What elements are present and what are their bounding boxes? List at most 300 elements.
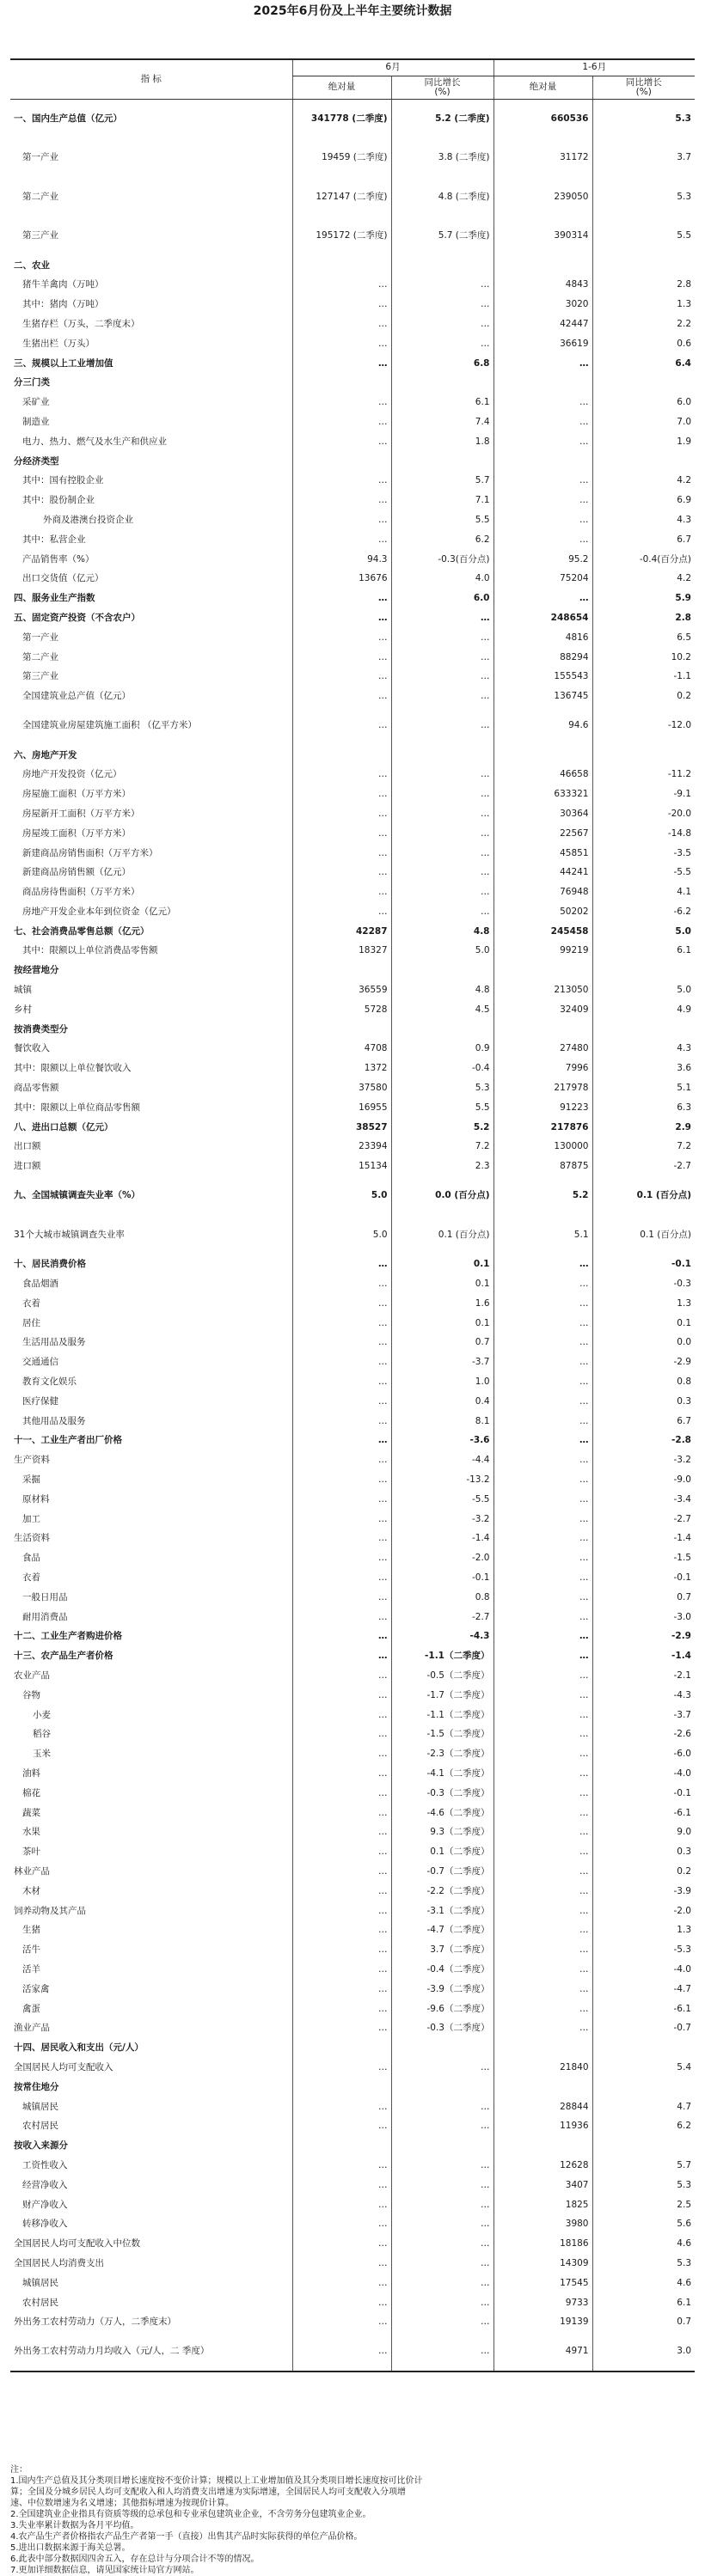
footnote-line: 2.全国建筑业企业指具有资质等级的总承包和专业承包建筑业企业，不含劳务分包建筑业企业。 [10,2510,371,2519]
june-yoy: -3.1（二季度） [391,1901,494,1921]
table-row [10,1294,695,1314]
june-yoy: -4.4 [391,1451,494,1471]
june-yoy: … [391,2058,494,2078]
ytd-absolute [494,256,592,276]
row-name: 采矿业 [22,397,50,408]
ytd-absolute: … [494,1608,592,1627]
ytd-yoy: 6.7 [592,530,695,550]
table-row [10,2058,695,2078]
ytd-absolute: 217876 [494,1118,592,1138]
row-name: 猪牛羊禽肉（万吨） [22,279,104,290]
june-absolute: 5728 [292,1000,391,1020]
ytd-yoy: 9.0 [592,1823,695,1843]
june-yoy: 5.2 [391,1118,494,1138]
june-yoy: -4.3 [391,1627,494,1647]
june-yoy: … [391,2097,494,2117]
june-absolute: … [292,1823,391,1843]
table-row [10,1451,695,1471]
row-name: 居住 [22,1317,40,1328]
row-name: 全国居民人均消费支出 [14,2257,104,2268]
row-name: 原材料 [22,1493,50,1505]
june-yoy: -3.6 [391,1431,494,1451]
row-name: 房屋新开工面积（万平方米） [22,808,140,819]
ytd-yoy [592,256,695,276]
june-yoy: 4.8 [391,980,494,1000]
ytd-yoy: -4.0 [592,1764,695,1784]
table-row [10,1490,695,1510]
table-row [10,1745,695,1765]
row-name: 其中：猪肉（万吨） [22,299,104,310]
table-row [10,2019,695,2039]
ytd-yoy: 6.0 [592,394,695,413]
table-row [10,1020,695,1040]
june-yoy [391,746,494,766]
row-name: 其他用品及服务 [22,1415,86,1426]
june-absolute: … [292,2019,391,2039]
table-row [10,412,695,432]
ytd-absolute: 390314 [494,217,592,256]
table-row [10,2117,695,2137]
table-row [10,374,695,394]
table-row [10,746,695,766]
table-row [10,570,695,589]
ytd-yoy: -12.0 [592,706,695,746]
header-june-yoy: 同比增长 (%) [391,76,494,100]
june-yoy: -1.1（二季度） [391,1647,494,1667]
table-row [10,2156,695,2176]
table-row [10,1334,695,1353]
june-absolute: … [292,472,391,491]
ytd-yoy: 2.8 [592,608,695,628]
ytd-yoy: 3.6 [592,1059,695,1079]
ytd-yoy: -6.1 [592,1804,695,1823]
june-yoy: 0.1 [391,1274,494,1294]
ytd-yoy: 5.3 [592,100,695,139]
june-absolute [292,2039,391,2059]
table-row [10,804,695,824]
june-yoy: … [391,608,494,628]
june-yoy: … [391,902,494,922]
row-name: 外商及港澳台投资企业 [43,514,133,525]
row-name: 油料 [22,1767,40,1779]
june-absolute: … [292,706,391,746]
table-row [10,2136,695,2156]
june-absolute: … [292,766,391,785]
ytd-absolute: 5.2 [494,1176,592,1216]
footnote-line: 3.失业率累计数据为各月平均值。 [10,2521,139,2530]
june-absolute: … [292,1510,391,1529]
june-yoy: 7.2 [391,1138,494,1157]
row-name: 乡村 [14,1004,32,1015]
ytd-absolute: 36619 [494,334,592,354]
june-absolute: … [292,1608,391,1627]
june-absolute: … [292,608,391,628]
table-row [10,1529,695,1549]
ytd-absolute: … [494,412,592,432]
table-row [10,648,695,668]
footnote-line: 算；全国及分城乡居民人均可支配收入和人均消费支出增速为实际增速，全国居民人均可支配收入分项增 [10,2487,406,2497]
ytd-yoy: 2.2 [592,314,695,334]
row-name: 十三、农产品生产者价格 [14,1651,113,1662]
june-yoy: 3.7（二季度） [391,1941,494,1961]
row-name: 第一产业 [22,632,58,643]
june-yoy: 0.1 [391,1255,494,1275]
ytd-absolute [494,2039,592,2059]
june-absolute: … [292,1882,391,1901]
june-absolute: … [292,2332,391,2372]
june-yoy: 0.8 [391,1588,494,1608]
row-name: 食品烟酒 [22,1279,58,1290]
june-yoy: -0.3（二季度） [391,1784,494,1804]
ytd-absolute: … [494,1627,592,1647]
table-row [10,2332,695,2372]
table-row [10,2313,695,2333]
table-row [10,138,695,178]
june-absolute [292,2078,391,2097]
table-row [10,432,695,452]
ytd-absolute: 18186 [494,2234,592,2254]
table-row [10,1882,695,1901]
june-absolute: 195172 (二季度) [292,217,391,256]
june-yoy: 3.8 (二季度) [391,138,494,178]
footnote-line: 注： [10,2465,28,2475]
ytd-absolute [494,374,592,394]
table-row [10,864,695,883]
ytd-absolute: 4971 [494,2332,592,2372]
ytd-absolute: 213050 [494,980,592,1000]
row-name: 第三产业 [22,671,58,682]
june-yoy: … [391,296,494,315]
row-name: 其中：私营企业 [22,534,86,545]
footnote-line: 4.农产品生产者价格指农产品生产者第一手（直接）出售其产品时实际获得的单位产品价格。 [10,2532,363,2542]
june-absolute: … [292,2058,391,2078]
june-yoy: -2.2（二季度） [391,1882,494,1901]
table-row [10,687,695,706]
ytd-absolute: … [494,1804,592,1823]
june-absolute: … [292,2156,391,2176]
row-name: 其中：股份制企业 [22,495,95,506]
june-yoy: -1.5（二季度） [391,1725,494,1745]
june-yoy: 5.3 [391,1078,494,1098]
row-name: 生猪存栏（万头，二季度末） [22,318,140,329]
ytd-yoy: 0.3 [592,1843,695,1863]
june-yoy: … [391,2117,494,2137]
june-absolute: 4708 [292,1040,391,1059]
ytd-absolute: 155543 [494,668,592,687]
ytd-absolute: 94.6 [494,706,592,746]
row-name: 房屋竣工面积（万平方米） [22,827,131,839]
ytd-absolute: … [494,1960,592,1980]
row-name: 渔业产品 [14,2023,50,2034]
footnote-line: 7.更加详细数据信息，请见国家统计局官方网站。 [10,2566,199,2575]
june-absolute: … [292,1549,391,1569]
june-absolute: … [292,784,391,804]
june-absolute: … [292,1294,391,1314]
ytd-yoy: 4.9 [592,1000,695,1020]
row-name: 农村居民 [22,2121,58,2132]
ytd-absolute: … [494,1921,592,1941]
june-absolute: … [292,1353,391,1373]
ytd-yoy: 6.5 [592,628,695,648]
ytd-absolute: … [494,1431,592,1451]
header-june-absolute: 绝对量 [292,76,391,100]
ytd-yoy: -0.7 [592,2019,695,2039]
row-name: 其中：限额以上单位餐饮收入 [14,1063,132,1074]
ytd-yoy [592,2039,695,2059]
june-absolute: … [292,2313,391,2333]
header-jan-jun: 1-6月 [494,59,695,76]
table-row [10,628,695,648]
ytd-absolute: … [494,1764,592,1784]
june-yoy: -3.7 [391,1353,494,1373]
june-yoy: 5.5 [391,1098,494,1118]
ytd-absolute: … [494,1510,592,1529]
table-row [10,2078,695,2097]
ytd-absolute: 95.2 [494,550,592,570]
ytd-yoy: -9.1 [592,784,695,804]
header-ytd-yoy: 同比增长 (%) [592,76,695,100]
table-row [10,1960,695,1980]
table-row [10,2254,695,2274]
table-row [10,1725,695,1745]
row-name: 转移净收入 [22,2219,68,2230]
table-row [10,1470,695,1490]
row-name: 衣着 [22,1572,40,1584]
ytd-yoy [592,746,695,766]
june-absolute: … [292,2117,391,2137]
ytd-absolute: 21840 [494,2058,592,2078]
table-row [10,1804,695,1823]
row-name: 医疗保健 [22,1395,58,1407]
ytd-absolute: 88294 [494,648,592,668]
june-absolute: … [292,491,391,511]
june-absolute: … [292,1529,391,1549]
table-row [10,1608,695,1627]
table-row [10,1686,695,1706]
table-row [10,1666,695,1686]
ytd-absolute: … [494,1353,592,1373]
ytd-absolute: 99219 [494,942,592,961]
ytd-yoy: 6.1 [592,2293,695,2313]
ytd-absolute: 28844 [494,2097,592,2117]
june-yoy: … [391,2215,494,2235]
ytd-yoy: 4.3 [592,1040,695,1059]
june-absolute: … [292,844,391,864]
june-yoy: … [391,2195,494,2215]
june-yoy: … [391,2234,494,2254]
table-row [10,1901,695,1921]
row-name: 其中：国有控股企业 [22,475,104,486]
ytd-yoy: 5.4 [592,2058,695,2078]
ytd-yoy: -4.7 [592,1980,695,1999]
ytd-absolute: … [494,1451,592,1471]
june-yoy: … [391,314,494,334]
row-name: 十二、工业生产者购进价格 [14,1631,122,1642]
row-name: 出口额 [14,1141,41,1152]
footnote-line: 速、中位数增速为名义增速；其他指标增速为按现价计算。 [10,2499,234,2508]
ytd-yoy: 0.2 [592,1862,695,1882]
table-row [10,1999,695,2019]
table-row [10,1568,695,1588]
june-absolute: … [292,1588,391,1608]
june-absolute: … [292,314,391,334]
table-row [10,1843,695,1863]
ytd-absolute: 248654 [494,608,592,628]
row-name: 餐饮收入 [14,1043,50,1054]
june-yoy: … [391,2254,494,2274]
row-name: 耐用消费品 [22,1611,68,1622]
june-absolute: … [292,354,391,374]
row-name: 饲养动物及其产品 [14,1905,86,1916]
row-name: 全国居民人均可支配收入 [14,2061,113,2072]
ytd-yoy: 4.6 [592,2274,695,2293]
table-row [10,1980,695,1999]
ytd-absolute: … [494,1274,592,1294]
june-yoy: -2.7 [391,1608,494,1627]
june-absolute: 341778 (二季度) [292,100,391,139]
june-absolute: … [292,412,391,432]
row-name: 外出务工农村劳动力（万人，二季度末） [14,2317,176,2328]
ytd-yoy [592,2078,695,2097]
june-absolute: … [292,2215,391,2235]
june-yoy [391,2039,494,2059]
ytd-yoy: -4.3 [592,1686,695,1706]
row-name: 教育文化娱乐 [22,1377,77,1388]
ytd-yoy: 0.2 [592,687,695,706]
ytd-absolute: 27480 [494,1040,592,1059]
june-yoy: -0.7（二季度） [391,1862,494,1882]
row-name: 水果 [22,1827,40,1838]
ytd-yoy: -2.6 [592,1725,695,1745]
ytd-yoy: -2.9 [592,1353,695,1373]
june-absolute: … [292,1647,391,1667]
june-absolute: … [292,1372,391,1392]
ytd-absolute: … [494,354,592,374]
ytd-absolute: 11936 [494,2117,592,2137]
ytd-yoy: 1.3 [592,296,695,315]
ytd-absolute: … [494,1686,592,1706]
table-row [10,530,695,550]
row-name: 生猪 [22,1925,40,1936]
row-name: 十、居民消费价格 [14,1259,86,1270]
june-yoy [391,1020,494,1040]
june-absolute [292,256,391,276]
ytd-yoy: 10.2 [592,648,695,668]
header-ytd-absolute: 绝对量 [494,76,592,100]
row-name: 七、社会消费品零售总额（亿元） [14,925,150,937]
june-absolute: 15134 [292,1157,391,1177]
ytd-yoy: -4.0 [592,1960,695,1980]
row-name: 食品 [22,1553,40,1564]
june-absolute: … [292,2254,391,2274]
ytd-absolute: … [494,530,592,550]
ytd-yoy: 3.0 [592,2332,695,2372]
ytd-yoy: -1.5 [592,1549,695,1569]
table-row [10,491,695,511]
june-absolute: … [292,2274,391,2293]
row-name: 制造业 [22,416,50,427]
table-row [10,766,695,785]
ytd-absolute: … [494,1843,592,1863]
row-name: 加工 [22,1513,40,1524]
june-yoy: -4.1（二季度） [391,1764,494,1784]
ytd-absolute [494,2078,592,2097]
ytd-yoy: 6.7 [592,1412,695,1431]
ytd-absolute: 19139 [494,2313,592,2333]
june-absolute: … [292,1784,391,1804]
ytd-yoy: -5.5 [592,864,695,883]
row-name: 交通通信 [22,1357,58,1368]
ytd-absolute: 3020 [494,296,592,315]
june-absolute: … [292,1862,391,1882]
row-name: 生活用品及服务 [22,1337,86,1348]
table-row [10,2176,695,2195]
row-name: 房地产开发企业本年到位资金（亿元） [22,906,176,917]
ytd-absolute: … [494,1392,592,1412]
june-yoy: 7.1 [391,491,494,511]
june-absolute: … [292,1392,391,1412]
june-yoy: … [391,882,494,902]
row-name: 衣着 [22,1297,40,1309]
ytd-absolute: … [494,491,592,511]
ytd-absolute: 660536 [494,100,592,139]
row-name: 五、固定资产投资（不含农户） [14,612,140,623]
table-row [10,510,695,530]
june-yoy: -0.5（二季度） [391,1666,494,1686]
ytd-yoy: 5.0 [592,922,695,942]
ytd-yoy: -1.4 [592,1529,695,1549]
ytd-yoy: -6.0 [592,1745,695,1765]
ytd-absolute: 50202 [494,902,592,922]
ytd-absolute: 44241 [494,864,592,883]
table-row [10,472,695,491]
table-row [10,1764,695,1784]
june-absolute [292,374,391,394]
june-absolute: … [292,1901,391,1921]
ytd-yoy: 0.1 (百分点) [592,1176,695,1216]
june-absolute [292,746,391,766]
ytd-yoy: -0.1 [592,1784,695,1804]
june-yoy: -2.3（二季度） [391,1745,494,1765]
june-absolute: … [292,1334,391,1353]
june-absolute: … [292,804,391,824]
june-yoy: -1.7（二季度） [391,1686,494,1706]
june-absolute: … [292,1999,391,2019]
june-absolute: … [292,1627,391,1647]
ytd-absolute: 46658 [494,766,592,785]
ytd-yoy: 4.3 [592,510,695,530]
header-indicator: 指 标 [10,59,292,100]
table-row [10,1078,695,1098]
ytd-yoy: -2.9 [592,1627,695,1647]
june-absolute: … [292,1470,391,1490]
ytd-absolute: 75204 [494,570,592,589]
june-absolute: … [292,1686,391,1706]
ytd-absolute: … [494,1706,592,1725]
june-yoy: … [391,784,494,804]
table-row [10,1392,695,1412]
june-yoy: 8.1 [391,1412,494,1431]
ytd-yoy: 0.3 [592,1392,695,1412]
ytd-yoy: 0.8 [592,1372,695,1392]
ytd-absolute: … [494,394,592,413]
june-yoy: … [391,864,494,883]
table-row [10,1353,695,1373]
row-name: 十四、居民收入和支出（元/人） [14,2042,144,2054]
table-row [10,942,695,961]
june-absolute: … [292,1490,391,1510]
june-absolute: 36559 [292,980,391,1000]
